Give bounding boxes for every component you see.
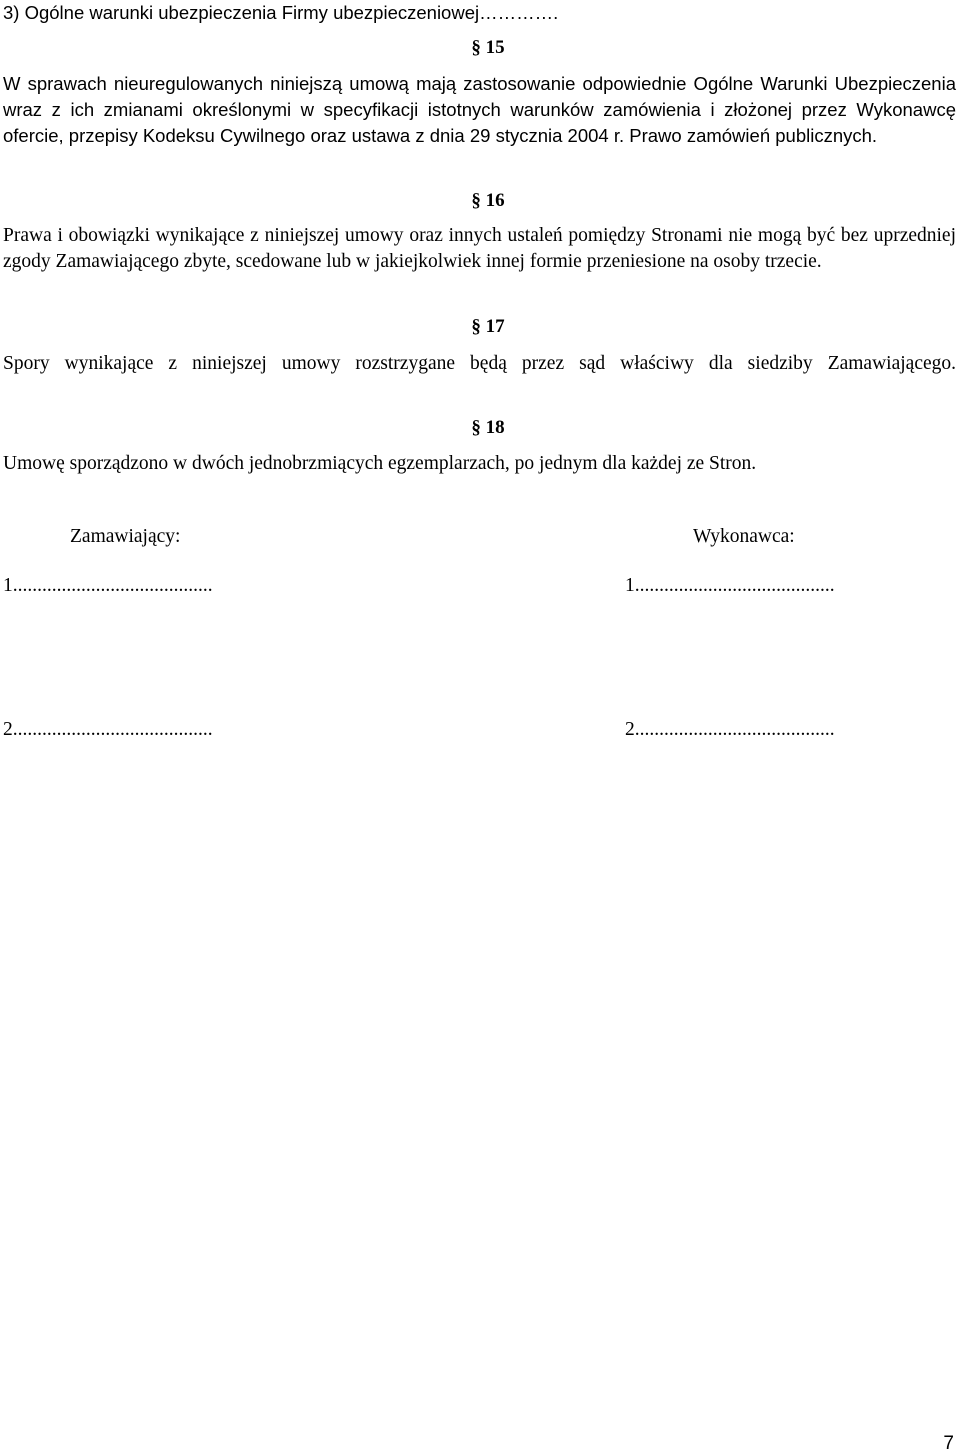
orderer-signature-line-2: 2......................................... <box>3 719 213 740</box>
section-16-heading: § 16 <box>471 190 505 211</box>
section-15-heading: § 15 <box>471 37 505 58</box>
contractor-signature-label: Wykonawca: <box>693 526 795 547</box>
insurance-terms-line: 3) Ogólne warunki ubezpieczenia Firmy ubezpieczeniowej…………. <box>3 2 559 23</box>
contractor-signature-line-2: 2......................................... <box>625 719 835 740</box>
page-number: 7 <box>943 1433 954 1454</box>
section-17-heading: § 17 <box>471 316 505 337</box>
contractor-signature-line-1: 1......................................... <box>625 575 835 596</box>
section-18-heading: § 18 <box>471 417 505 438</box>
orderer-signature-label: Zamawiający: <box>70 526 181 547</box>
section-16-text: Prawa i obowiązki wynikające z niniejszej umowy oraz innych ustaleń pomiędzy Stronami nie mogą być bez uprzedniej zgody Zamawiającego zbyte, scedowane lub w jakiejkolwiek innej formie przeniesione na osoby trzecie. <box>3 225 956 272</box>
orderer-signature-line-1: 1......................................... <box>3 575 213 596</box>
section-18-text: Umowę sporządzono w dwóch jednobrzmiących egzemplarzach, po jednym dla każdej ze Stron. <box>3 453 757 474</box>
section-17-text: Spory wynikające z niniejszej umowy rozstrzygane będą przez sąd właściwy dla siedziby Zamawiającego. <box>3 353 956 374</box>
section-15-text: W sprawach nieuregulowanych niniejszą umową mają zastosowanie odpowiednie Ogólne Warunki Ubezpieczenia wraz z ich zmianami określonymi w specyfikacji istotnych warunków zamówienia i złożonej przez Wykonawcę ofercie, przepisy Kodeksu Cywilnego oraz ustawa z dnia 29 stycznia 2004 r. Prawo zamówień publicznych. <box>3 73 956 146</box>
